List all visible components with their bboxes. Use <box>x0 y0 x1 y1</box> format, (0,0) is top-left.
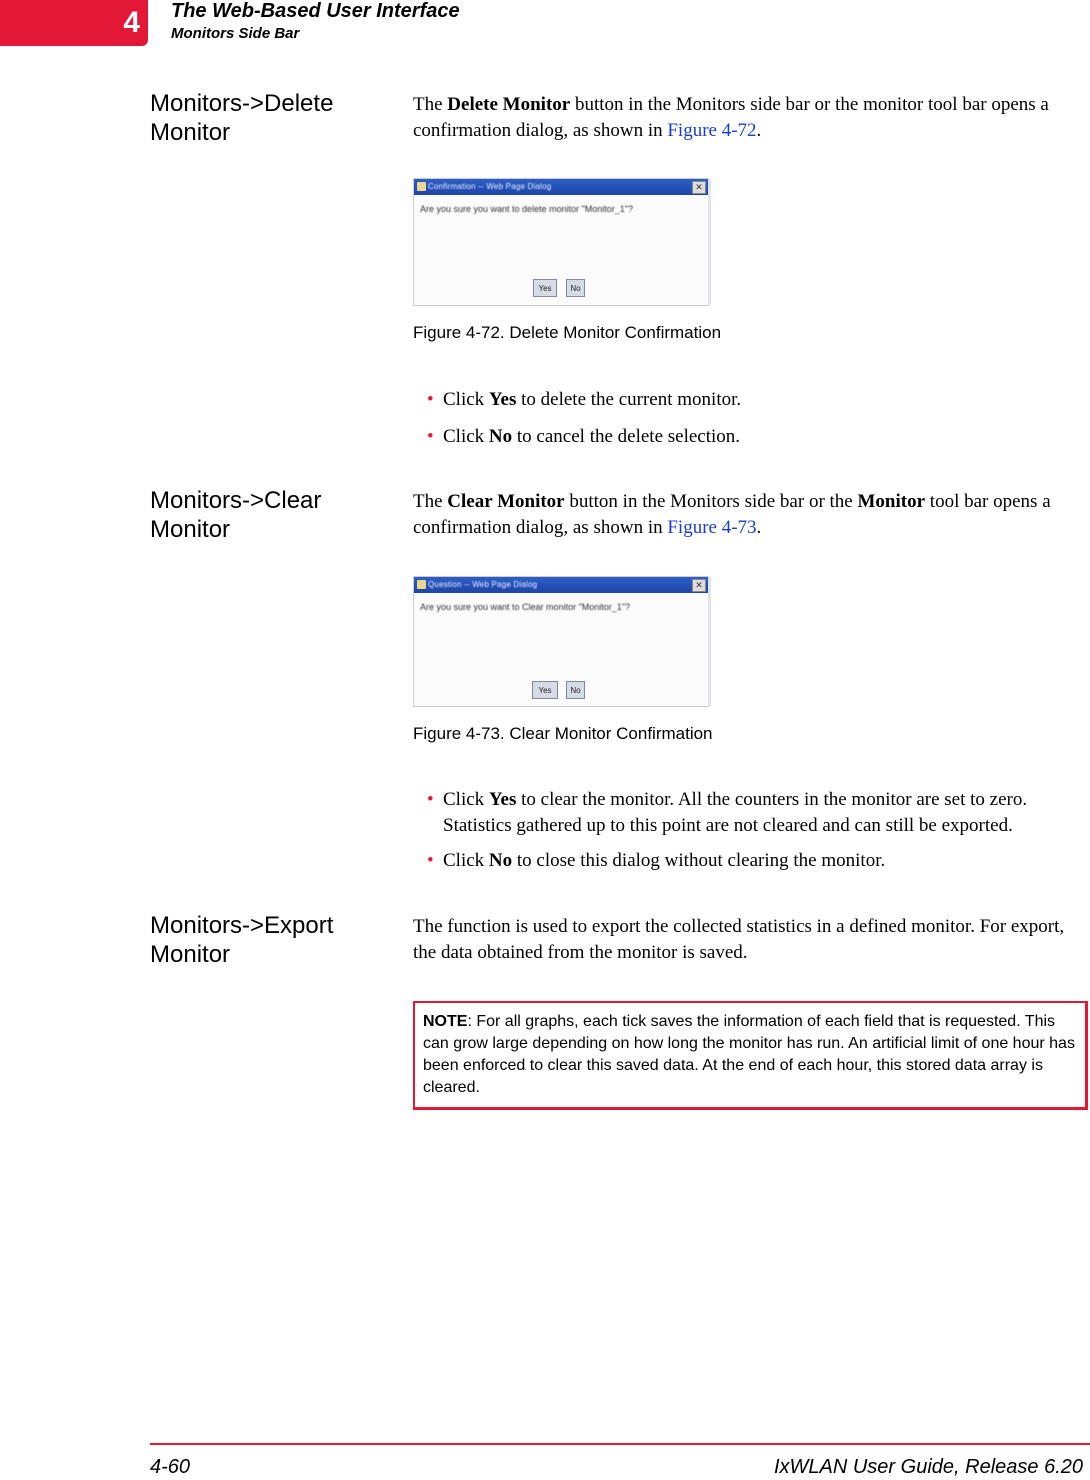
bold-term: Yes <box>488 389 517 410</box>
app-icon <box>417 580 426 589</box>
text-run: button in the Monitors side bar or the <box>564 491 858 512</box>
bullet-item <box>427 787 1087 839</box>
text-run: to cancel the delete selection. <box>512 426 741 447</box>
bold-term: Monitor <box>857 491 926 512</box>
dialog-edge <box>708 179 711 305</box>
figure-caption-4-73: Figure 4-73. Clear Monitor Confirmation <box>413 724 713 743</box>
dialog-title: Question -- Web Page Dialog <box>428 580 538 589</box>
heading-line: Monitor <box>150 119 231 146</box>
text-run: button in the Monitors side bar or the monitor tool bar opens a confirmation dialog, as shown in <box>413 94 1049 141</box>
figure-caption-4-72: Figure 4-72. Delete Monitor Confirmation <box>413 323 722 342</box>
bullet-icon: • <box>427 850 434 871</box>
heading-line: Monitors->Export <box>150 912 334 939</box>
export-monitor-paragraph: The function is used to export the collected statistics in a defined monitor. For export, the data obtained from the monitor is saved. <box>413 916 1065 963</box>
dialog-message: Are you sure you want to Clear monitor "Monitor_1"? <box>420 602 630 612</box>
text-run: to close this dialog without clearing the monitor. <box>512 850 886 871</box>
text-run: Click <box>443 389 489 410</box>
section-heading-clear-monitor <box>150 486 390 544</box>
clear-monitor-paragraph <box>413 489 1083 541</box>
note-box <box>413 1001 1088 1110</box>
text-run: to clear the monitor. All the counters in the monitor are set to zero. Statistics gathered up to this point are not cleared and can still be exported. <box>443 789 1028 836</box>
bullet-item <box>427 848 1087 874</box>
dialog-edge <box>708 577 711 706</box>
bullet-icon: • <box>427 789 434 810</box>
text-run: The <box>413 94 448 115</box>
bullet-item <box>427 387 1087 413</box>
heading-line: Monitor <box>150 941 231 968</box>
text-run: Click <box>443 426 489 447</box>
chapter-tab <box>0 0 148 46</box>
page-number: 4-60 <box>150 1456 191 1478</box>
bold-term: Clear Monitor <box>447 491 565 512</box>
heading-line: Monitors->Delete <box>150 90 334 117</box>
bullet-item <box>427 424 1087 450</box>
document-title: IxWLAN User Guide, Release 6.20 <box>773 1456 1083 1478</box>
running-header-title: The Web-Based User Interface <box>171 0 460 22</box>
heading-line: Monitors->Clear <box>150 487 322 514</box>
dialog-titlebar <box>414 577 708 593</box>
bullet-icon: • <box>427 389 434 410</box>
section-heading-export-monitor <box>150 911 390 969</box>
text-run: to delete the current monitor. <box>516 389 742 410</box>
text-run: Click <box>443 850 489 871</box>
text-run: Click <box>443 789 489 810</box>
bold-term: Yes <box>488 789 517 810</box>
running-header-subtitle: Monitors Side Bar <box>171 25 300 42</box>
text-run: . <box>756 120 762 141</box>
chapter-number: 4 <box>123 6 140 39</box>
delete-confirmation-dialog-screenshot <box>413 178 709 306</box>
dialog-no-button: No <box>566 681 585 699</box>
dialog-titlebar <box>414 179 708 195</box>
dialog-title: Confirmation -- Web Page Dialog <box>428 182 552 191</box>
delete-monitor-paragraph <box>413 92 1083 144</box>
text-run: . <box>756 517 762 538</box>
app-icon <box>417 182 426 191</box>
figure-link[interactable]: Figure 4-72 <box>667 120 757 141</box>
text-run: The <box>413 491 448 512</box>
text-run: tool bar opens a confirmation dialog, as shown in <box>413 491 1051 538</box>
footer-rule <box>150 1443 1090 1445</box>
close-icon: ✕ <box>692 579 706 592</box>
dialog-no-button: No <box>566 279 585 297</box>
heading-line: Monitor <box>150 516 231 543</box>
dialog-message: Are you sure you want to delete monitor "Monitor_1"? <box>420 204 634 214</box>
dialog-yes-button: Yes <box>533 279 557 297</box>
bold-term: No <box>488 426 513 447</box>
note-label: NOTE <box>423 1013 468 1030</box>
figure-link[interactable]: Figure 4-73 <box>667 517 757 538</box>
section-heading-delete-monitor <box>150 89 390 147</box>
note-text: : For all graphs, each tick saves the information of each field that is requested. This can grow large depending on how long the monitor has run. An artificial limit of one hour has been enforced to clear this saved data. At the end of each hour, this stored data array is cleared. <box>423 1013 1075 1096</box>
clear-confirmation-dialog-screenshot <box>413 576 709 707</box>
dialog-yes-button: Yes <box>532 681 558 699</box>
bold-term: No <box>488 850 513 871</box>
close-icon: ✕ <box>692 181 706 194</box>
bold-term: Delete Monitor <box>447 94 571 115</box>
bullet-icon: • <box>427 426 434 447</box>
